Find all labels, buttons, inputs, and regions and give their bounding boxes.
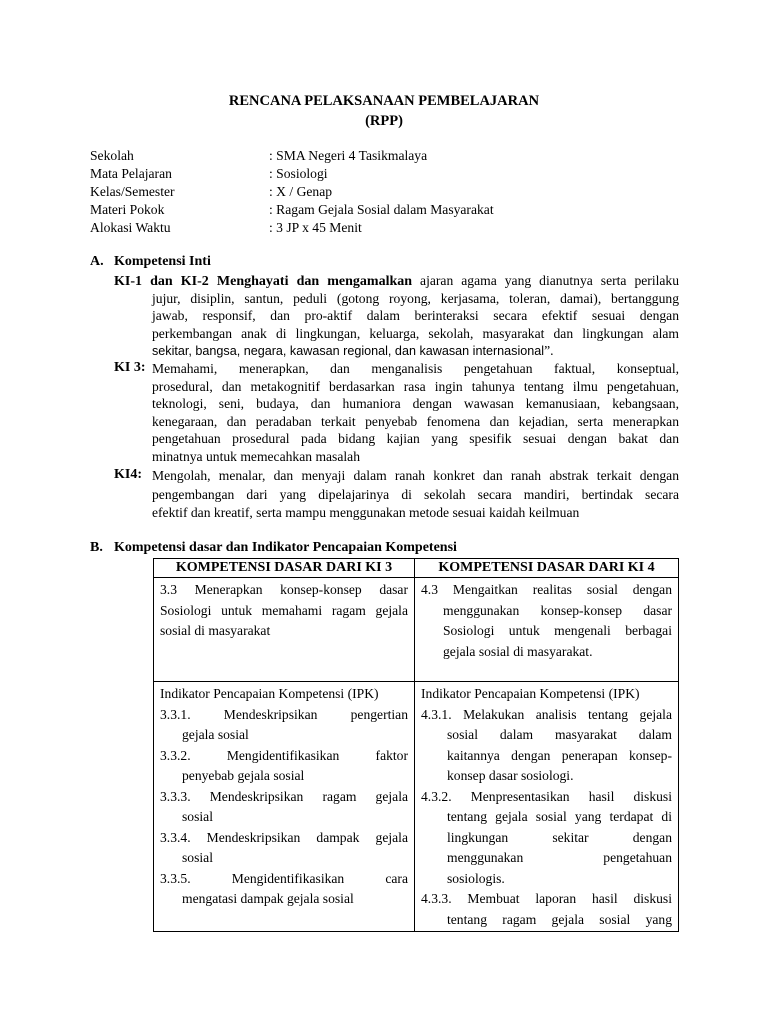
ki3-line: teknologi, seni, budaya, dan humaniora dengan wawasan kemanusiaan, kebangsaan, (152, 396, 679, 411)
ki3-line: minatnya untuk memecahkan masalah (152, 448, 360, 464)
ki12-line: jawab, responsif, dan pro-aktif dalam berinteraksi secara efektif sesuai dengan (152, 308, 679, 323)
ipk3-cell (154, 682, 415, 932)
ki12-bold: KI-1 dan KI-2 Menghayati dan mengamalkan (114, 274, 413, 289)
table-header-row (154, 559, 679, 578)
ipk4-line: tentang ragam gejala sosial yang (447, 911, 672, 927)
ipk4-heading: Indikator Pencapaian Kompetensi (IPK) (421, 686, 640, 701)
kd4-line: gejala sosial di masyarakat. (443, 643, 593, 659)
ipk3-heading: Indikator Pencapaian Kompetensi (IPK) (160, 686, 379, 701)
identity-label: Alokasi Waktu (90, 220, 171, 235)
identity-value: : SMA Negeri 4 Tasikmalaya (269, 148, 428, 163)
ipk3-line: 3.3.3. Mendeskripsikan ragam gejala (160, 788, 408, 804)
table-header-ki3: KOMPETENSI DASAR DARI KI 3 (154, 559, 415, 578)
ipk4-line: lingkungan sekitar dengan (447, 829, 672, 845)
ki12-closing-quote: ”. (544, 343, 554, 358)
kompetensi-table (153, 558, 679, 932)
section-a-heading (90, 254, 211, 270)
identity-row (90, 183, 494, 201)
ipk-row (154, 682, 679, 932)
section-letter: B. (90, 540, 103, 555)
ipk4-line: 4.3.3. Membuat laporan hasil diskusi (421, 891, 672, 906)
identity-value: : 3 JP x 45 Menit (269, 220, 362, 235)
identity-label: Kelas/Semester (90, 184, 175, 199)
kd4-line: menggunakan konsep-konsep dasar (443, 602, 672, 618)
ipk3-line: gejala sosial (182, 727, 249, 742)
ki3-label: KI 3: (114, 360, 146, 375)
section-b-heading (90, 540, 457, 556)
kd4-line: Sosiologi untuk mengenali berbagai (443, 623, 672, 638)
ki12-line: jujur, disiplin, santun, peduli (gotong royong, kerjasama, toleran, damai), bertanggung (152, 290, 679, 306)
ipk4-line: kaitannya dengan penerapan konsep- (447, 747, 672, 763)
kd4-line: 4.3 Mengaitkan realitas sosial dengan (421, 582, 672, 597)
kd3-line: Sosiologi untuk memahami ragam gejala (160, 602, 408, 618)
ipk4-line: konsep dasar sosiologi. (447, 768, 574, 783)
ki4-line: efektif dan kreatif, serta mampu menggunakan metode sesuai kaidah keilmuan (152, 505, 580, 520)
identity-block (90, 147, 494, 237)
ipk3-line: sosial (182, 850, 213, 865)
ki3-line: Memahami, menerapkan, dan menganalisis pengetahuan faktual, konseptual, (152, 361, 679, 376)
identity-value: : Ragam Gejala Sosial dalam Masyarakat (269, 202, 494, 217)
table-header-ki4: KOMPETENSI DASAR DARI KI 4 (415, 559, 679, 578)
ki3-line: prosedural, dan metakognitif berdasarkan rasa ingin tahunya tentang ilmu pengetahuan, (152, 378, 679, 394)
ipk3-line: penyebab gejala sosial (182, 768, 305, 783)
kd3-line: 3.3 Menerapkan konsep-konsep dasar (160, 582, 408, 597)
ki12-line (152, 342, 679, 360)
kd4-cell (415, 578, 679, 682)
ki4-line: Mengolah, menalar, dan menyaji dalam ranah konkret dan ranah abstrak terkait dengan (152, 468, 679, 483)
identity-row (90, 165, 494, 183)
ki12-line: perkembangan anak di lingkungan, keluarga, sekolah, masyarakat dan lingkungan alam (152, 325, 679, 341)
identity-value: : Sosiologi (269, 166, 328, 181)
identity-label: Sekolah (90, 148, 134, 163)
ipk4-line: 4.3.1. Melakukan analisis tentang gejala (421, 706, 672, 722)
ipk3-line: sosial (182, 809, 213, 824)
ki3-line: kenegaraan, dan peradaban terkait penyebab fenomena dan kejadian, serta menerapkan (152, 413, 679, 429)
kd-row (154, 578, 679, 682)
section-title: Kompetensi dasar dan Indikator Pencapaian Kompetensi (114, 540, 457, 555)
ki12-sans-text: sekitar, bangsa, negara, kawasan regional, dan kawasan internasional (152, 344, 545, 358)
identity-row (90, 219, 494, 237)
identity-label: Materi Pokok (90, 202, 165, 217)
identity-row (90, 201, 494, 219)
ki3-line: pengetahuan prosedural pada bidang kajian yang spesifik sesuai dengan bakat dan (152, 431, 679, 446)
ipk3-line: 3.3.1. Mendeskripsikan pengertian (160, 706, 408, 722)
ipk3-line: 3.3.4. Mendeskripsikan dampak gejala (160, 829, 408, 845)
identity-value: : X / Genap (269, 184, 333, 199)
document-subtitle: (RPP) (365, 113, 403, 129)
kd3-line: sosial di masyarakat (160, 623, 271, 638)
kd3-cell (154, 578, 415, 682)
document-title: RENCANA PELAKSANAAN PEMBELAJARAN (228, 93, 540, 109)
ipk4-line: tentang gejala sosial yang terdapat di (447, 809, 672, 824)
ipk4-line: sosiologis. (447, 870, 505, 886)
identity-label: Mata Pelajaran (90, 166, 172, 181)
ipk4-line: 4.3.2. Menpresentasikan hasil diskusi (421, 788, 672, 804)
identity-row (90, 147, 494, 165)
ipk4-cell (415, 682, 679, 932)
ipk3-line: mengatasi dampak gejala sosial (182, 891, 354, 906)
ipk4-line: menggunakan pengetahuan (447, 850, 672, 865)
section-title: Kompetensi Inti (114, 254, 211, 269)
ipk3-line: 3.3.2. Mengidentifikasikan faktor (160, 747, 408, 763)
ki4-line: pengembangan dari yang dipelajarinya di sekolah secara mandiri, bertindak secara (152, 486, 679, 502)
ki12-text: ajaran agama yang dianutnya serta perilaku (412, 273, 680, 288)
ki4-label: KI4: (114, 467, 142, 482)
ipk3-line: 3.3.5. Mengidentifikasikan cara (160, 870, 408, 886)
ki12-line (114, 272, 679, 290)
ipk4-line: sosial dalam masyarakat dalam (447, 727, 672, 742)
section-letter: A. (90, 254, 104, 269)
